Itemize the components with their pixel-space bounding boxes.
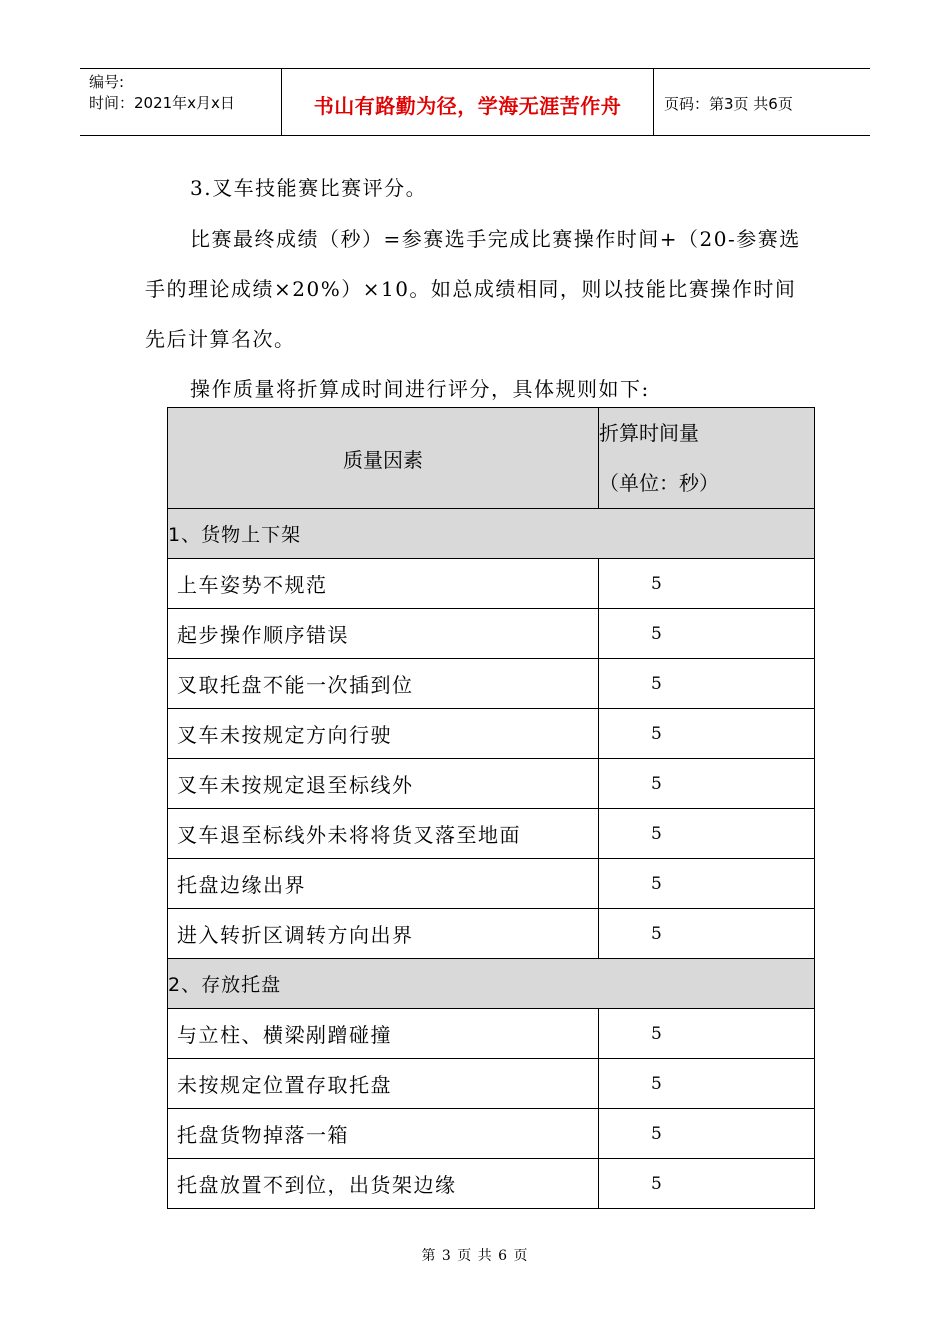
section-heading: 3.叉车技能赛比赛评分。 [190,176,428,200]
header-meta [80,69,282,135]
time-cell: 5 [599,859,815,909]
factor-cell: 上车姿势不规范 [168,559,599,609]
column-header-time-unit: （单位：秒） [599,471,719,495]
column-header-factor: 质量因素 [168,408,599,509]
header-page-info: 页码：第3页 共6页 [664,94,793,113]
table-row [168,609,815,659]
time-cell: 5 [599,559,815,609]
document-number-label: 编号: [89,73,125,91]
time-cell: 5 [599,1009,815,1059]
table-header-row [168,408,815,509]
paragraph-line: 先后计算名次。 [145,327,296,351]
section-title: 2、存放托盘 [168,959,815,1009]
time-cell: 5 [599,709,815,759]
table-row [168,859,815,909]
time-cell: 5 [599,659,815,709]
factor-cell: 托盘边缘出界 [168,859,599,909]
scoring-table [167,407,815,1209]
factor-cell: 与立柱、横梁剐蹭碰撞 [168,1009,599,1059]
time-cell: 5 [599,1109,815,1159]
time-cell: 5 [599,909,815,959]
table-row [168,559,815,609]
table-row [168,809,815,859]
time-cell: 5 [599,809,815,859]
column-header-time [599,408,815,509]
factor-cell: 叉车未按规定方向行驶 [168,709,599,759]
document-date: 时间：2021年x月x日 [89,94,235,112]
paragraph-line: 操作质量将折算成时间进行评分，具体规则如下: [190,377,650,401]
time-cell: 5 [599,609,815,659]
table-row [168,1009,815,1059]
factor-cell: 进入转折区调转方向出界 [168,909,599,959]
table-section-row [168,509,815,559]
factor-cell: 叉车退至标线外未将将货叉落至地面 [168,809,599,859]
page-header [80,68,870,136]
table-row [168,1109,815,1159]
table-row [168,909,815,959]
factor-cell: 起步操作顺序错误 [168,609,599,659]
time-cell: 5 [599,759,815,809]
table-row [168,1159,815,1209]
table-section-row [168,959,815,1009]
factor-cell: 叉取托盘不能一次插到位 [168,659,599,709]
time-cell: 5 [599,1059,815,1109]
table-row [168,1059,815,1109]
table-row [168,659,815,709]
paragraph-line: 手的理论成绩×20%）×10。如总成绩相同，则以技能比赛操作时间 [145,277,797,301]
section-title: 1、货物上下架 [168,509,815,559]
factor-cell: 托盘放置不到位，出货架边缘 [168,1159,599,1209]
table-row [168,759,815,809]
header-motto: 书山有路勤为径，学海无涯苦作舟 [282,69,654,135]
factor-cell: 未按规定位置存取托盘 [168,1059,599,1109]
factor-cell: 叉车未按规定退至标线外 [168,759,599,809]
table-row [168,709,815,759]
column-header-time-title: 折算时间量 [599,421,699,445]
factor-cell: 托盘货物掉落一箱 [168,1109,599,1159]
time-cell: 5 [599,1159,815,1209]
page-footer: 第 3 页 共 6 页 [421,1248,529,1264]
paragraph-line: 比赛最终成绩（秒）=参赛选手完成比赛操作时间+（20-参赛选 [190,227,801,251]
